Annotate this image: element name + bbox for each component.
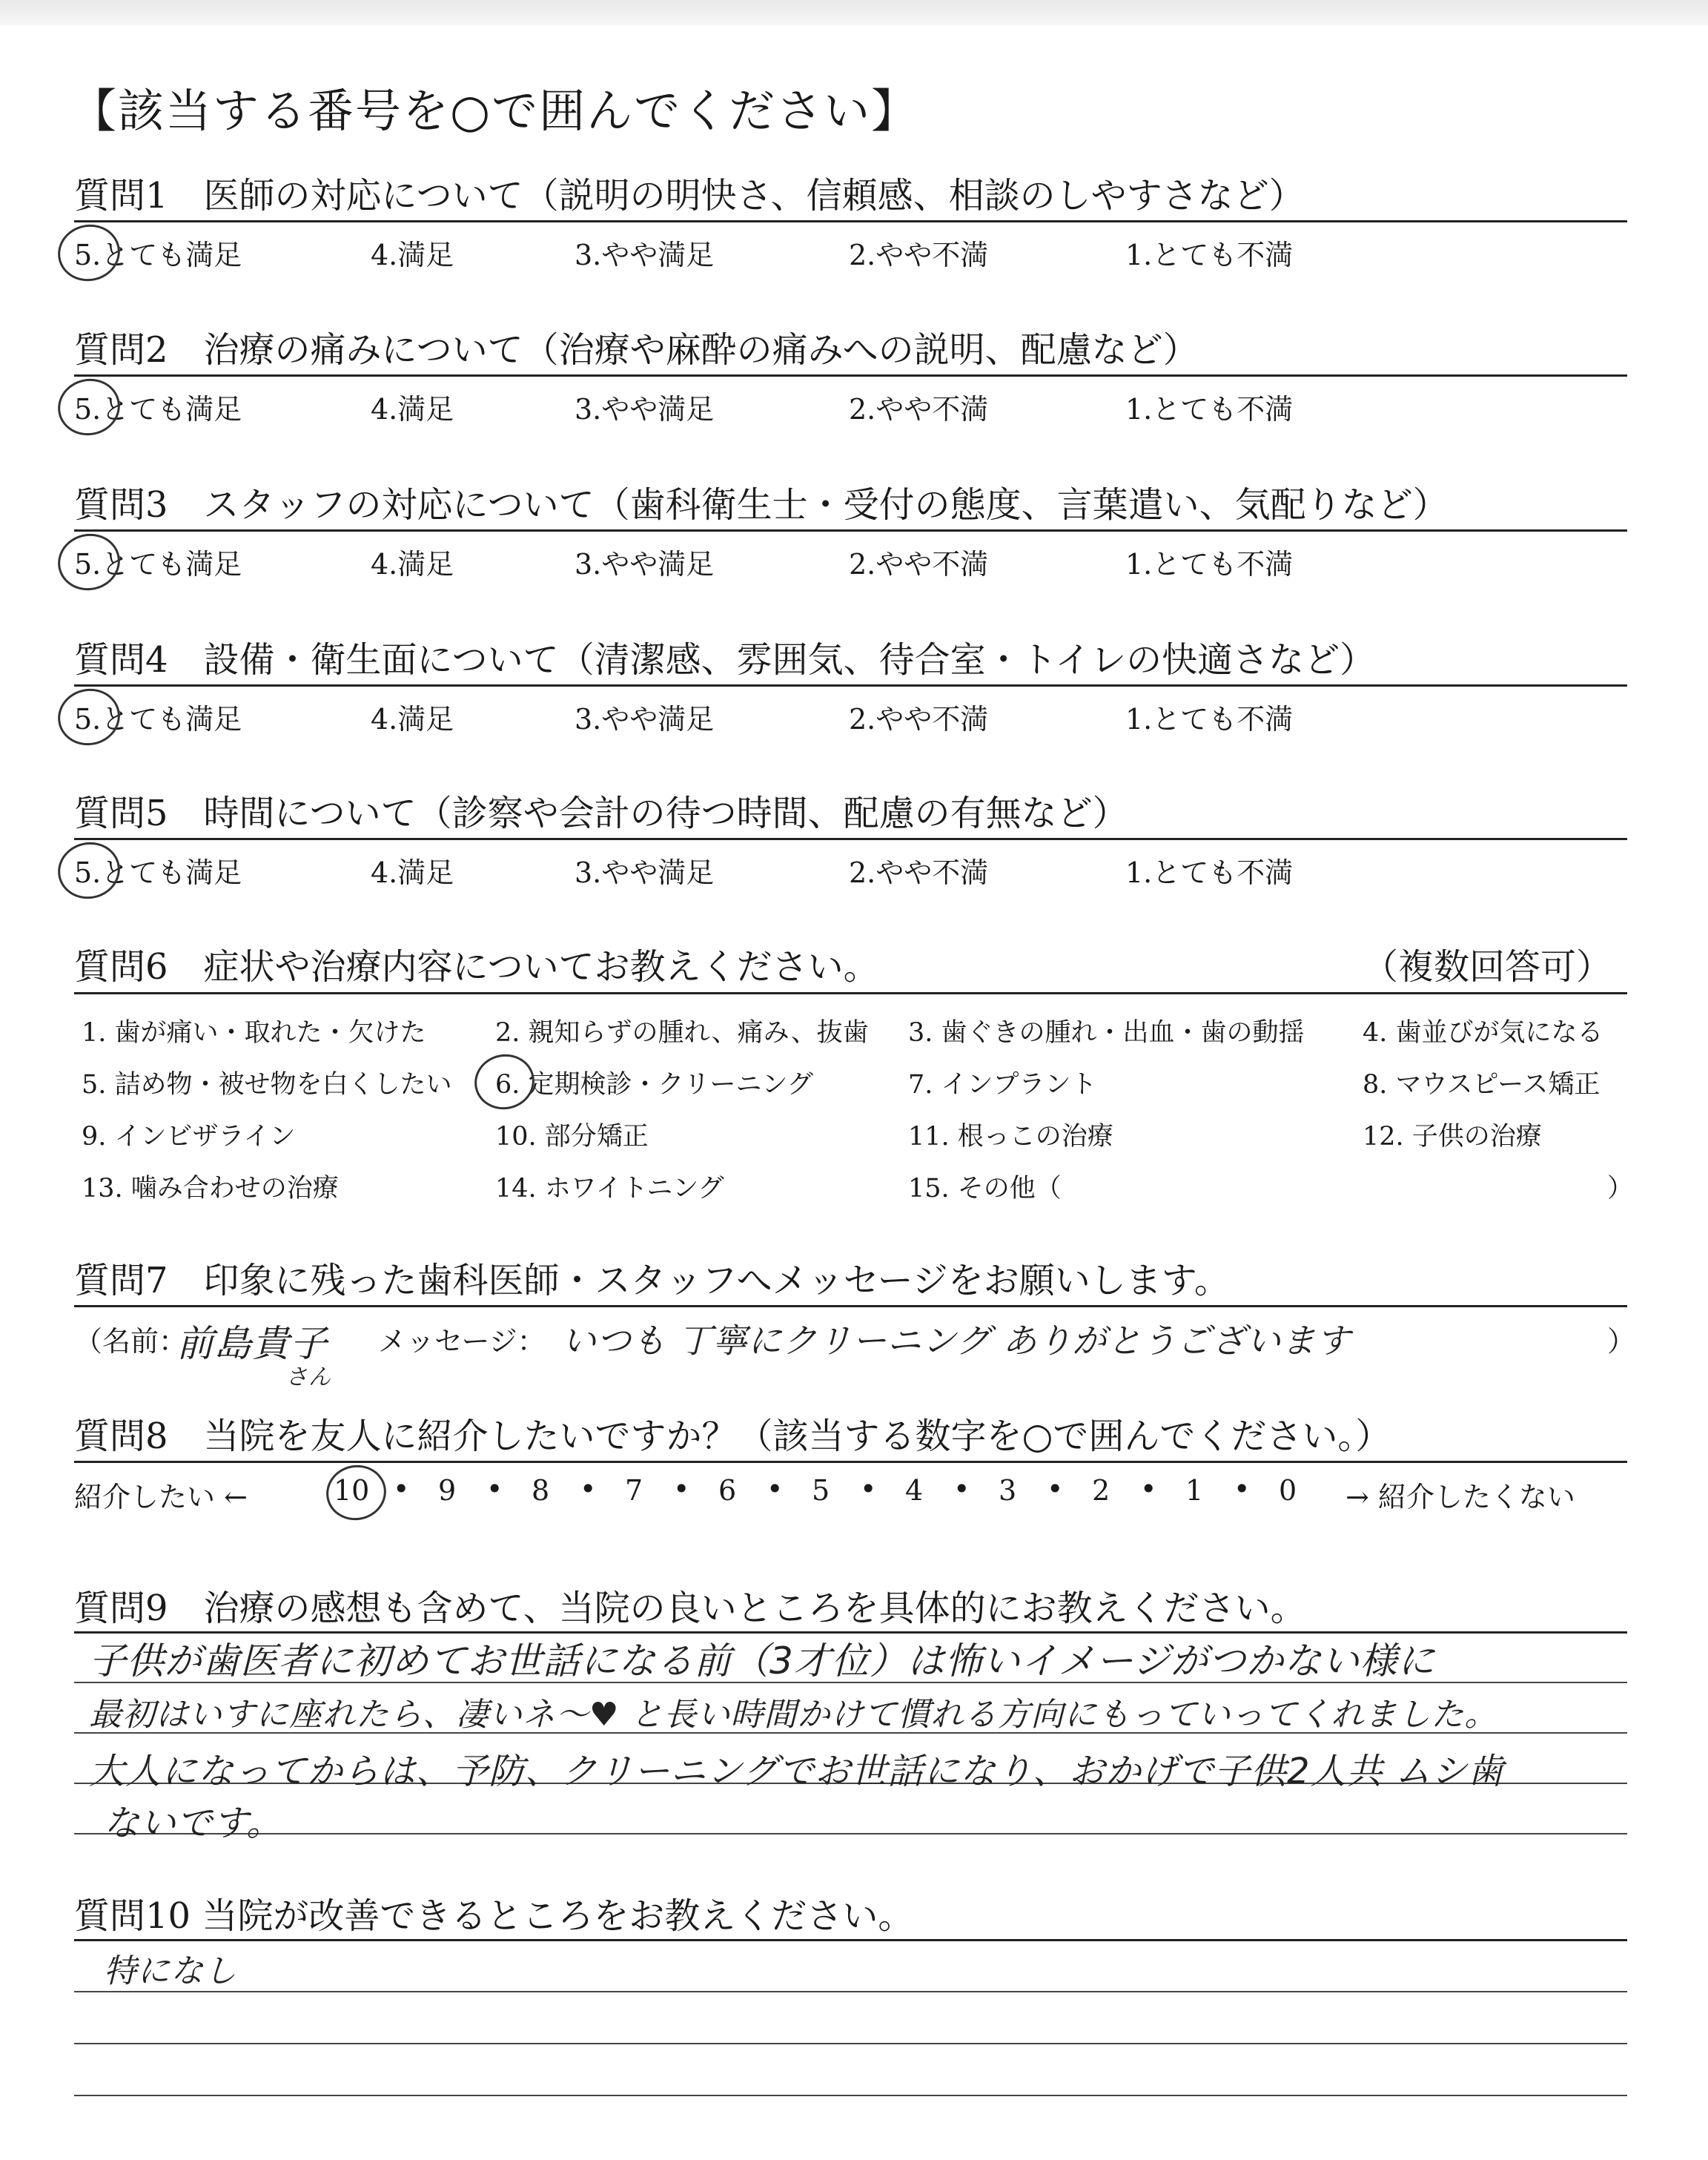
q8-scale-separator: • (953, 1473, 970, 1505)
q7-name-value: 前島貴子 (176, 1322, 328, 1365)
q8-scale-value[interactable]: 1 (1185, 1474, 1204, 1507)
q7-rule (74, 1305, 1627, 1307)
q1-title: 質問1 医師の対応について（説明の明快さ、信頼感、相談のしやすさなど） (74, 175, 1305, 217)
q6-item-3[interactable]: 3. 歯ぐきの腫れ・出血・歯の動揺 (908, 1018, 1305, 1048)
q9-answer-line: 最初はいすに座れたら、凄いネ〜♥ と長い時間かけて慣れる方向にもっていってくれました。 (89, 1696, 1498, 1734)
q7-title: 質問7 印象に残った歯科医師・スタッフへメッセージをお願いします。 (74, 1260, 1230, 1301)
q6-item-9[interactable]: 9. インビザライン (82, 1122, 296, 1152)
q8-scale-separator: • (1234, 1473, 1251, 1505)
q10-rule-3 (74, 2095, 1627, 2096)
q7-message-label: メッセージ： (378, 1325, 546, 1358)
q6-item-8[interactable]: 8. マウスピース矯正 (1363, 1070, 1601, 1100)
q9-rule-4 (74, 1833, 1627, 1834)
q6-item-5[interactable]: 5. 詰め物・被せ物を白くしたい (82, 1070, 452, 1100)
q8-scale-value[interactable]: 5 (812, 1474, 830, 1507)
q8-scale-value[interactable]: 0 (1279, 1474, 1297, 1507)
q10-rule-0 (74, 1939, 1627, 1941)
q8-scale-value[interactable]: 10 (334, 1474, 370, 1507)
q1-option-4[interactable]: 4.満足 (371, 239, 454, 271)
q1-option-3[interactable]: 3.やや満足 (575, 239, 715, 271)
q10-answer: 特になし (104, 1952, 237, 1990)
q3-option-1[interactable]: 1.とても不満 (1125, 548, 1294, 581)
q6-item-11[interactable]: 11. 根っこの治療 (908, 1122, 1113, 1152)
q8-scale-value[interactable]: 2 (1092, 1474, 1110, 1507)
q8-scale-separator: • (860, 1473, 877, 1505)
q8-right-label: → 紹介したくない (1345, 1481, 1575, 1513)
q8-scale-separator: • (486, 1473, 503, 1505)
q3-option-3[interactable]: 3.やや満足 (575, 548, 715, 581)
q3-rule (74, 529, 1627, 532)
q4-option-5[interactable]: 5.とても満足 (74, 703, 242, 736)
q10-rule-1 (74, 1991, 1627, 1992)
q4-option-3[interactable]: 3.やや満足 (575, 703, 715, 736)
q4-title: 質問4 設備・衛生面について（清潔感、雰囲気、待合室・トイレの快適さなど） (74, 639, 1376, 681)
q7-message-value: いつも 丁寧にクリーニング ありがとうございます (562, 1321, 1351, 1361)
q6-other-close: ） (1607, 1174, 1634, 1203)
q5-option-5[interactable]: 5.とても満足 (74, 856, 242, 889)
q1-option-2[interactable]: 2.やや不満 (849, 239, 989, 271)
q1-rule (74, 220, 1627, 222)
q1-circle-mark (53, 219, 125, 287)
q8-scale-separator: • (767, 1473, 784, 1505)
q8-scale-value[interactable]: 6 (718, 1474, 737, 1507)
q2-option-5[interactable]: 5.とても満足 (74, 393, 242, 426)
q2-option-3[interactable]: 3.やや満足 (575, 393, 715, 426)
q2-title: 質問2 治療の痛みについて（治療や麻酔の痛みへの説明、配慮など） (74, 329, 1199, 371)
q8-scale-separator: • (393, 1473, 410, 1505)
q8-scale-value[interactable]: 9 (438, 1474, 457, 1507)
q8-rule (74, 1461, 1627, 1463)
q2-option-4[interactable]: 4.満足 (371, 393, 454, 426)
scan-top-edge (0, 0, 1708, 25)
q6-rule (74, 992, 1627, 994)
q6-item-1[interactable]: 1. 歯が痛い・取れた・欠けた (82, 1018, 426, 1048)
q8-circle-mark (321, 1459, 391, 1525)
q1-option-5[interactable]: 5.とても満足 (74, 239, 242, 271)
q4-option-1[interactable]: 1.とても不満 (1125, 703, 1294, 736)
q7-name-label: （名前： (74, 1325, 188, 1358)
q5-rule (74, 838, 1627, 840)
q6-item-15[interactable]: 15. その他（ (908, 1174, 1062, 1203)
q4-rule (74, 684, 1627, 687)
q8-title: 質問8 当院を友人に紹介したいですか？（該当する数字を○で囲んでください。） (74, 1416, 1391, 1457)
q6-item-7[interactable]: 7. インプラント (908, 1070, 1097, 1100)
q8-scale-value[interactable]: 3 (999, 1474, 1017, 1507)
q7-close: ） (1607, 1325, 1636, 1358)
q2-rule (74, 374, 1627, 377)
q6-item-4[interactable]: 4. 歯並びが気になる (1363, 1018, 1603, 1048)
q4-option-4[interactable]: 4.満足 (371, 703, 454, 736)
q5-option-3[interactable]: 3.やや満足 (575, 856, 715, 889)
q10-rule-2 (74, 2043, 1627, 2044)
q1-option-1[interactable]: 1.とても不満 (1125, 239, 1294, 271)
q6-item-10[interactable]: 10. 部分矯正 (495, 1122, 649, 1152)
q6-circle-mark (469, 1048, 540, 1114)
q6-note: （複数回答可） (1363, 946, 1612, 988)
q5-option-2[interactable]: 2.やや不満 (849, 856, 989, 889)
q6-item-2[interactable]: 2. 親知らずの腫れ、痛み、抜歯 (495, 1018, 869, 1048)
q8-scale-separator: • (580, 1473, 597, 1505)
q6-title: 質問6 症状や治療内容についてお教えください。 (74, 946, 879, 988)
q9-answer-line: ないです。 (104, 1803, 283, 1844)
q2-circle-mark (53, 373, 125, 441)
q9-answer-line: 子供が歯医者に初めてお世話になる前（3才位）は怖いイメージがつかない様に (89, 1639, 1436, 1682)
q3-option-2[interactable]: 2.やや不満 (849, 548, 989, 581)
q6-item-12[interactable]: 12. 子供の治療 (1363, 1122, 1542, 1152)
q2-option-1[interactable]: 1.とても不満 (1125, 393, 1294, 426)
q5-option-4[interactable]: 4.満足 (371, 856, 454, 889)
q8-scale-separator: • (1140, 1473, 1157, 1505)
q6-item-14[interactable]: 14. ホワイトニング (495, 1174, 724, 1203)
q4-circle-mark (53, 683, 125, 751)
q8-scale-value[interactable]: 7 (625, 1474, 643, 1507)
q7-name-suffix: さん (285, 1364, 331, 1390)
q3-option-4[interactable]: 4.満足 (371, 548, 454, 581)
q6-item-6[interactable]: 6. 定期検診・クリーニング (495, 1070, 813, 1100)
q10-title: 質問10 当院が改善できるところをお教えください。 (74, 1895, 914, 1937)
q3-circle-mark (53, 528, 125, 596)
q6-item-13[interactable]: 13. 噛み合わせの治療 (82, 1174, 339, 1203)
q8-scale-value[interactable]: 8 (532, 1474, 550, 1507)
q2-option-2[interactable]: 2.やや不満 (849, 393, 989, 426)
q8-scale-separator: • (673, 1473, 690, 1505)
q5-title: 質問5 時間について（診察や会計の待つ時間、配慮の有無など） (74, 793, 1128, 834)
q8-scale-separator: • (1047, 1473, 1064, 1505)
q3-title: 質問3 スタッフの対応について（歯科衛生士・受付の態度、言葉遣い、気配りなど） (74, 484, 1449, 526)
q9-answer-line: 大人になってからは、予防、クリーニングでお世話になり、おかげで子供2人共 ムシ歯 (89, 1751, 1504, 1792)
instruction-header: 【該当する番号を○で囲んでください】 (70, 84, 919, 138)
q8-scale-value[interactable]: 4 (905, 1474, 924, 1507)
q5-option-1[interactable]: 1.とても不満 (1125, 856, 1294, 889)
q8-left-label: 紹介したい ← (74, 1481, 248, 1513)
q3-option-5[interactable]: 5.とても満足 (74, 548, 242, 581)
q4-option-2[interactable]: 2.やや不満 (849, 703, 989, 736)
q9-title: 質問9 治療の感想も含めて、当院の良いところを具体的にお教えください。 (74, 1588, 1306, 1629)
q5-circle-mark (53, 836, 125, 905)
